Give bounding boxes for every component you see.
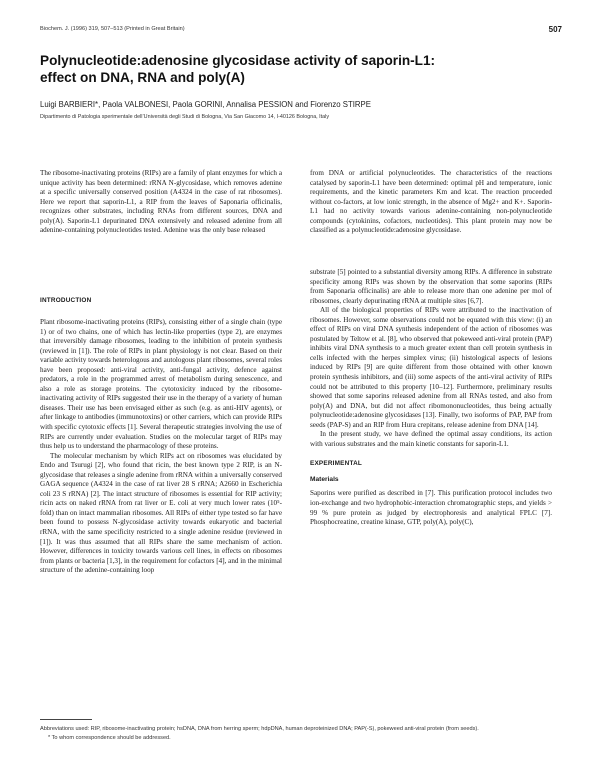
intro-paragraph: All of the biological properties of RIPs were attributed to the inactivation of ribosomes. However, some observations could not be equated with this view: (i) an effect of RIPs on viral DNA synthesis independent of the action of ribosomes was postulated by Teltow et al. [8], who observed that pokeweed anti-viral protein (PAP) inhibits viral DNA synthesis to a much greater extent than cell protein synthesis in cells infected with the herpes simplex virus; (ii) histological aspects of lesions induced by RIPs [9] are quite different from those obtained with other known protein synthesis inhibitors, and (iii) some aspects of the anti-viral activity of RIPs could not be attributed to this property [10–12]. Furthermore, preliminary results showed that some saporins released adenine from all RNAs tested, and also from poly(A) and DNA, but did not affect ribomononucleotides, thus being actually polynucleotide:adenosine glycosidases [13]. Finally, two isoforms of PAP, PAP from seeds (PAP-S) and an RIP from Hura crepitans, release adenine from DNA [14].: [310, 306, 552, 429]
footnotes: [40, 725, 560, 742]
intro-paragraph: Plant ribosome-inactivating proteins (RIPs), consisting either of a single chain (type 1) or of two chains, one of which has lectin-like properties (type 2), are enzymes that irreversibly damage ribosomes, leading to the inhibition of protein synthesis (reviewed in [1]). The role of RIPs in plant physiology is not clear. Based on their variable activity towards heterologous and autologous plant ribosomes, several roles have been proposed: anti-viral activity, anti-fungal activity, defence against predators, a role in the programmed arrest of metabolism during senescence, and also a role as storage proteins. The cytotoxicity induced by the ribosome-inactivating activity of RIPs suggested their use in the therapy of a variety of human diseases. Their use has been envisaged either as such (e.g. as anti-HIV agents), or after linkage to antibodies (immunotoxins) or other carriers, which can provide RIPs with specific cytotoxic effects [1]. Several therapeutic strategies involving the use of RIPs are currently under evaluation. Studies on the molecular target of RIPs may thus help us to understand the pharmacology of these proteins.: [40, 318, 282, 451]
correspondence-footnote: * To whom correspondence should be addressed.: [48, 734, 171, 741]
experimental-heading: EXPERIMENTAL: [310, 460, 362, 468]
running-head: [40, 26, 562, 38]
body-right-column: [310, 268, 552, 528]
materials-paragraph: Saporins were purified as described in [7]. This purification protocol includes two ion-exchange and two hydrophobic-interaction chromatographic steps, and yields > 99 % pure protein as judged by electrophoresis and analytical FPLC [7]. Phosphocreatine, creatine kinase, GTP, poly(A), poly(C),: [310, 489, 552, 527]
abbreviations-footnote: Abbreviations used: RIP, ribosome-inactivating protein; hsDNA, DNA from herring sperm; hdpDNA, human deproteinized DNA; PAP(-S), pokeweed anti-viral protein (from seeds).: [40, 726, 479, 732]
footnote-rule: [40, 719, 92, 720]
introduction-heading: INTRODUCTION: [40, 297, 92, 304]
materials-subheading: Materials: [310, 475, 339, 483]
title-line-1: Polynucleotide:adenosine glycosidase activity of saporin-L1:: [40, 53, 436, 68]
intro-paragraph: In the present study, we have defined the optimal assay conditions, its action with various substrates and the main kinetic constants for saporin-L1.: [310, 430, 552, 448]
abstract-text-left: The ribosome-inactivating proteins (RIPs) are a family of plant enzymes for which a unique activity has been determined: rRNA N-glycosidase, which removes adenine at a specific universally conserved position (A4324 in the case of rat ribosomes). Here we report that saporin-L1, a RIP from the leaves of Saponaria officinalis, recognizes other substrates, including RNAs from different sources, DNA and poly(A). Saporin-L1 depurinated DNA extensively and released adenine from all adenine-containing polynucleotides tested. Adenine was the only base released: [40, 169, 282, 235]
abstract-text-right: from DNA or artificial polynucleotides. The characteristics of the reactions catalysed by saporin-L1 have been determined: optimal pH and temperature, ionic requirements, and the kinetic parameters Km and kcat. The reaction proceeded without co-factors, at low ionic strength, in the absence of Mg2+ and K+. Saporin-L1 had no activity towards various adenine-containing non-polynucleotide compounds (cytokinins, cofactors, nucleotides). This plant protein may now be classified as a polynucleotide:adenosine glycosidase.: [310, 169, 552, 235]
affiliation: Dipartimento di Patologia sperimentale dell’Università degli Studi di Bologna, Via San Giacomo 14, I-40126 Bologna, Italy: [40, 114, 330, 120]
body-left-column: [40, 318, 282, 576]
author-list: Luigi BARBIERI*, Paola VALBONESI, Paola GORINI, Annalisa PESSION and Fiorenzo STIRPE: [40, 100, 371, 109]
intro-paragraph: substrate [5] pointed to a substantial diversity among RIPs. A difference in substrate specificity among RIPs was shown by the observation that some saporins (RIPs from Saponaria officinalis) are able to release more than one adenine per mol of ribosomes, clearly depurinating rRNA at multiple sites [6,7].: [310, 268, 552, 305]
page-number: 507: [548, 25, 562, 34]
intro-paragraph: The molecular mechanism by which RIPs act on ribosomes was elucidated by Endo and Tsurugi [2], who found that ricin, the best known type 2 RIP, is an N-glycosidase that releases a single adenine from rRNA within a universally conserved GAGA sequence (A4324 in the case of rat liver 28 S rRNA; A2660 in Escherichia coli 23 S rRNA) [2]. The intact structure of ribosomes is essential for RIP activity; ricin acts on naked rRNA from rat liver or E. coli at very much lower rates (10⁵-fold) than on intact mammalian ribosomes. All RIPs of either type tested so far have been found to possess N-glycosidase activity towards eukaryotic and bacterial rRNA, with the same specificity restricted to a single adenine residue (reviewed in [1]). It was thus assumed that all RIPs share the same mechanism of action. However, differences in toxicity towards various cell lines, in effects on ribosomes from plants or bacteria [1,3], in the requirement for cofactors [4], and in the minimal structure of the adenine-containing loop: [40, 451, 282, 575]
title-line-2: effect on DNA, RNA and poly(A): [40, 70, 245, 85]
article-title: [40, 52, 560, 86]
abstract-right-column: [310, 169, 552, 236]
journal-reference: Biochem. J. (1996) 319, 507–513 (Printed in Great Britain): [40, 26, 185, 32]
abstract-left-column: [40, 169, 282, 236]
